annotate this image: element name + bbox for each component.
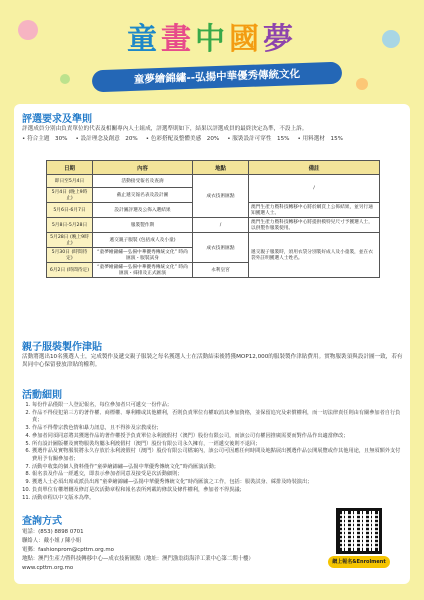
date-cell: 5月6日-6月7日 [47,203,93,218]
decor-dot [356,78,368,90]
list-item: 10. 負責單位有權增刪及修訂是次活動章程和報名表所列載的條款及條件權利，參加者不得異議； [32,487,404,494]
contact-title: 查詢方式 [22,516,62,527]
content-cell: 服裝製作期 [93,218,193,233]
place-cell: / [193,218,249,233]
criteria-item: • 設計理念及創意 20% [75,136,138,142]
table-header-row [47,161,380,175]
note-cell: 澳門生產力暨科技轉移中心將提供模特兒尺寸予獲選人士，以供製作服裝使用。 [249,218,380,233]
criteria-item: • 服裝設計可穿性 15% [227,136,290,142]
column-header: 日期 [47,161,93,175]
date-cell: 6月2日 (時間待定) [47,263,93,278]
contact-person: 聯絡人：戴小姐 / 陳小姐 [22,538,82,544]
contact-address: 地點：澳門生產力暨科技轉移中心—成衣技術匯點（地址：澳門漁翁街海洋工業中心第二期十樓） [22,556,254,562]
content-cell: 遞交親子服裝 (包括成人及小童) [93,233,193,248]
contact-email[interactable]: 電郵：fashionprom@cpttm.org.mo [22,547,114,553]
column-header: 備註 [249,161,380,175]
subsidy-text: 活動將選出10名獲選人士，完成製作及遞交親子服裝之每名獲選人士在活動結束後將獲MOP12,000的服裝製作津貼費用。實物服裝須與設計圖一致，若有異同中心保留發放津貼的權利。 [22,354,403,368]
note-cell: 澳門生產力暨科技轉移中心將於網頁上公佈結果，並另行通知獲選人士。 [249,203,380,218]
place-cell: 成衣技術匯點 [193,233,249,263]
rules-title: 活動細則 [22,390,62,401]
list-item: 2. 作品不得侵犯第三方的著作權、商標權、專利權或其他權利，否則負責單位有權取消其參加資格，並保留追究及索償權利，而一切法律責任則由有關參加者自行負責； [32,410,404,425]
note-cell: 遞交親子服裝時，須用衣袋分別裝好成人及小童裝，並在衣袋外註明獲選人士姓名。 [249,233,380,278]
criteria-item: • 色彩搭配及整體美感 20% [145,136,220,142]
date-cell: 5月4日 (晚上9時止) [47,188,93,203]
poster-title [0,14,424,58]
list-item: 8. 報名表及作品一經遞交，即表示參加者同意及接受是次活動細則； [32,471,404,478]
list-item: 3. 作品不得帶宗教色情和暴力訊息，且不得涉及宗教成份； [32,425,404,432]
criteria-item: • 符合主題 30% [22,136,68,142]
table-row [47,233,380,248]
contact-phone: 電話：(853) 8898 0701 [22,529,84,535]
table-row [47,218,380,233]
title-char: 童 [127,22,161,57]
title-char: 夢 [263,22,297,57]
rules-list [22,402,404,503]
list-item: 7. 活動中收集的個人資料僅作“童夢繪錦繡—弘揚中華優秀傳統文化”時尚匯演活動； [32,464,404,471]
content-cell: “童夢繪錦繡—弘揚中華優秀傳統文化” 時尚匯演・綵排及正式匯演 [93,263,193,278]
date-cell: 5月8日-5月28日 [47,218,93,233]
criteria-list [22,134,402,142]
list-item: 6. 獲選作品及實物服裝將永久存放於永利渡假村（澳門）股份有限公司檔案內，該公司可因應任何時間及地點展出獲選作品公開展覽或作其他用途，且無須額外支付費用予有關參加者； [32,448,404,463]
content-cell: 活動接受報名及查詢 [93,175,193,188]
content-cell: 設計圖評選及公佈入選結果 [93,203,193,218]
date-cell: 5月30日 (時間待定) [47,248,93,263]
enrolment-tag: 網上報名&Enrolment [328,556,390,568]
criteria-item: • 用料選材 15% [297,136,343,142]
list-item: 5. 所有設計圖版權及實物服裝均屬永利渡假村（澳門）股份有限公司永久擁有，一經遞交後則不退回； [32,441,404,448]
title-char: 畫 [161,22,195,57]
qr-code-pattern [340,512,378,550]
subtitle-banner: 童夢繪錦繡--弘揚中華優秀傳統文化 [92,62,343,93]
note-cell: / [249,175,380,203]
place-cell: 永利皇宮 [193,263,249,278]
list-item: 9. 獲選人士必須出席或派員出席“童夢繪錦繡—弘揚中華優秀傳統文化”時尚匯演之工作，包括：服裝試身、綵排及時裝演出； [32,479,404,486]
content-cell: “童夢繪錦繡—弘揚中華優秀傳統文化” 時尚匯演・服裝試身 [93,248,193,263]
column-header: 地點 [193,161,249,175]
criteria-intro: 評選成員分別由負責單位的代表及相關專內人士組成，評選準則如下，結果以評選成員的最終決定為準，不設上訴。 [22,126,308,132]
schedule-table [46,160,380,278]
contact-info [22,528,254,573]
content-cell: 截止遞交報名表及設計圖 [93,188,193,203]
list-item: 11. 活動章程以中文版本為準。 [32,495,404,502]
list-item: 1. 每份作品僅限一人登記報名，每位參加者只可遞交一份作品； [32,402,404,409]
title-char: 中 [195,22,229,57]
subsidy-title: 親子服裝製作津貼 [22,342,102,353]
contact-website[interactable]: www.cpttm.org.mo [22,565,74,571]
date-cell: 即日至5月4日 [47,175,93,188]
table-row [47,175,380,188]
criteria-title: 評選要求及準則 [22,114,92,125]
decor-dot [60,74,70,84]
place-cell: 成衣技術匯點 [193,175,249,218]
list-item: 4. 參加者同須同意將其獲選作品的著作權授予負責單位永利渡假村（澳門）股份有限公司，而該公司有權因推廣需要而對作品作出適當修改； [32,433,404,440]
column-header: 內容 [93,161,193,175]
date-cell: 5月28日 (晚上9時止) [47,233,93,248]
title-char: 國 [229,22,263,57]
